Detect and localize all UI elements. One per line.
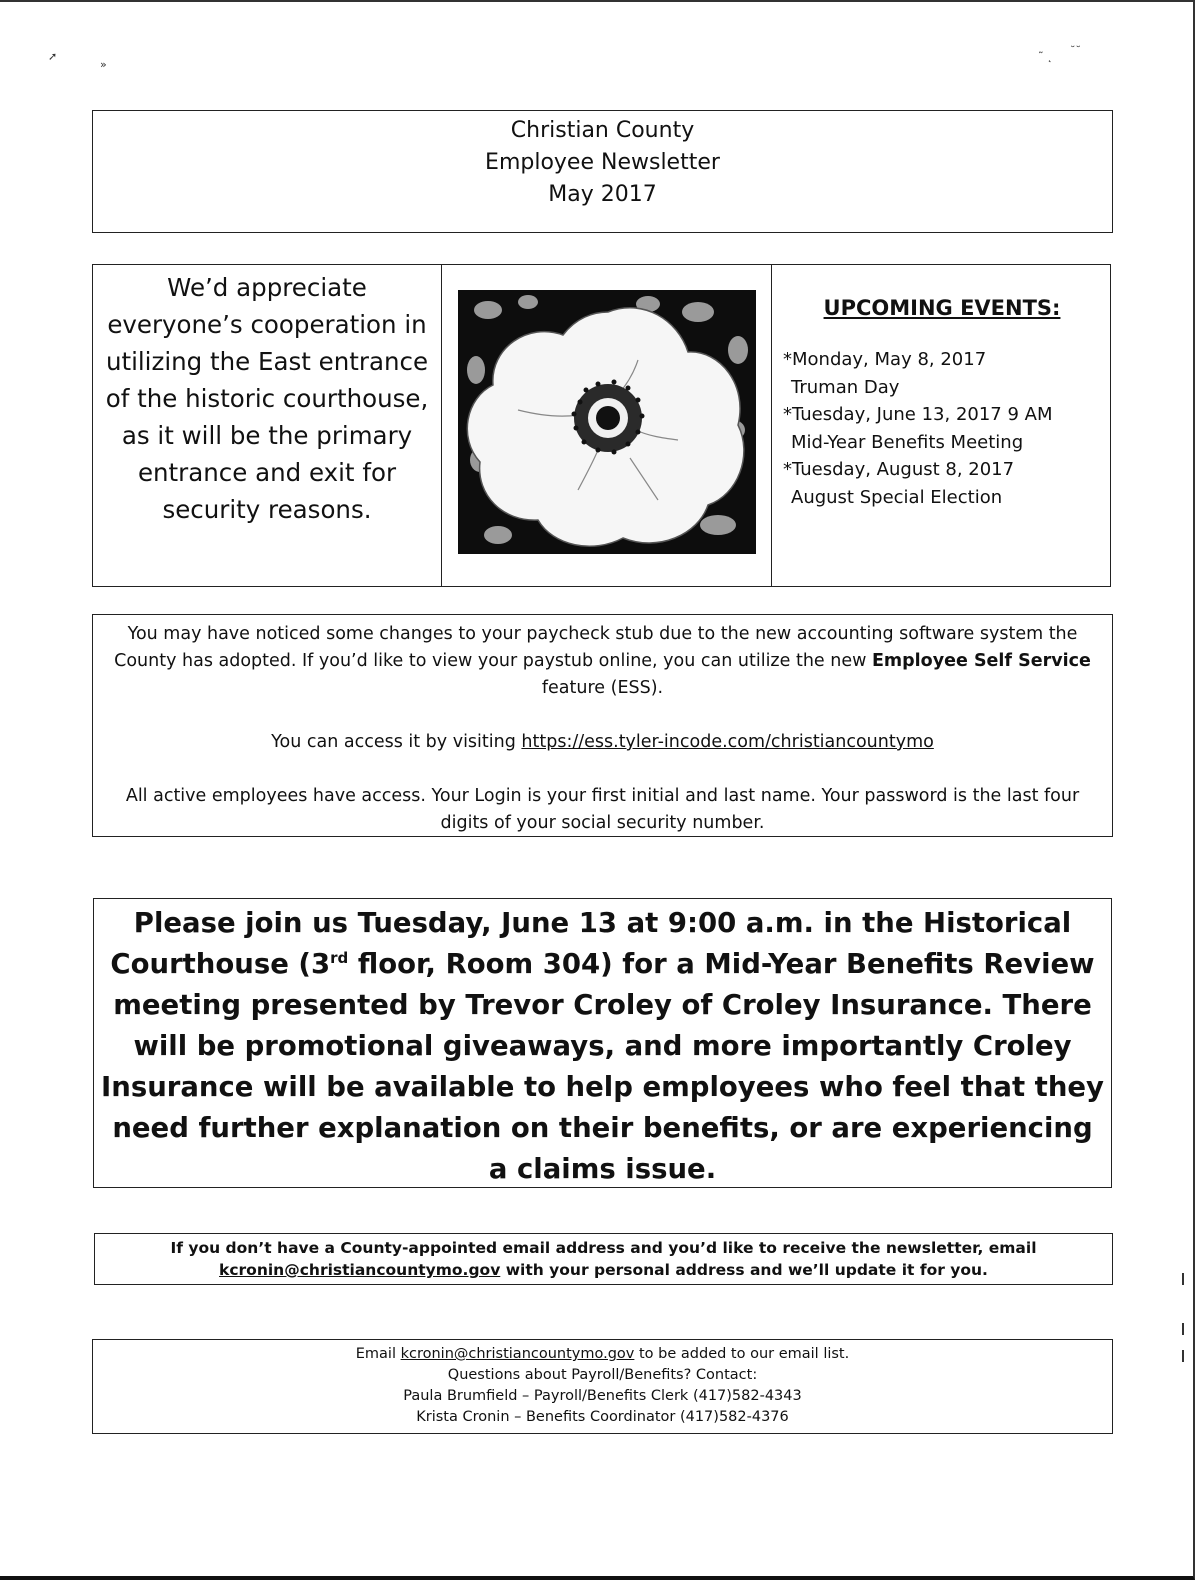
event-name: Mid-Year Benefits Meeting bbox=[791, 431, 1024, 453]
newsletter-header bbox=[92, 110, 1113, 233]
ess-link[interactable]: https://ess.tyler-incode.com/christiancountymo bbox=[521, 732, 934, 752]
ess-access-text: You can access it by visiting bbox=[271, 732, 522, 752]
email-note bbox=[94, 1233, 1113, 1285]
entrance-notice-text: We’d appreciate everyone’s cooperation in utilizing the East entrance of the historic courthouse, as it will be the primary entrance and exit for security reasons. bbox=[105, 273, 429, 524]
event-date: *Monday, May 8, 2017 bbox=[783, 349, 987, 370]
contact-benefits: Krista Cronin – Benefits Coordinator (417)582-4376 bbox=[416, 1409, 789, 1425]
ess-intro-end: feature (ESS). bbox=[541, 678, 664, 698]
event-date: *Tuesday, August 8, 2017 bbox=[783, 459, 1015, 480]
ess-access bbox=[103, 729, 1102, 756]
ess-login-info: All active employees have access. Your Login is your first initial and last name. Your password is the last four digits of your social security number. bbox=[125, 786, 1080, 833]
entrance-notice bbox=[93, 265, 442, 586]
event-date: *Tuesday, June 13, 2017 9 AM bbox=[783, 404, 1053, 425]
ess-intro-text: You may have noticed some changes to your paycheck stub due to the new accounting software system the County has adopted. If you’d like to view your paystub online, you can utilize the new bbox=[114, 624, 1078, 671]
scan-mark bbox=[1182, 1273, 1184, 1285]
events-list bbox=[772, 346, 1112, 511]
ess-info bbox=[92, 614, 1113, 837]
meeting-text-1: Please join us Tuesday, June 13 at 9:00 a.m. in the Historical Courthouse (3 bbox=[110, 907, 1072, 980]
flower-photo-cell bbox=[442, 265, 772, 586]
contacts-email-link[interactable]: kcronin@christiancountymo.gov bbox=[400, 1346, 635, 1362]
feature-row bbox=[92, 264, 1111, 587]
scan-speck: » bbox=[100, 58, 107, 71]
contacts-email-line bbox=[93, 1344, 1112, 1365]
scan-speck: ˜ ˛ bbox=[1038, 50, 1053, 63]
meeting-text bbox=[100, 903, 1105, 1190]
event-name: Truman Day bbox=[791, 376, 900, 398]
ess-feature-name: Employee Self Service bbox=[871, 651, 1091, 671]
contact-payroll: Paula Brumfield – Payroll/Benefits Clerk (417)582-4343 bbox=[403, 1388, 802, 1404]
header-title: Employee Newsletter bbox=[485, 150, 720, 175]
email-note-end: with your personal address and we’ll update it for you. bbox=[500, 1261, 988, 1279]
events-title: UPCOMING EVENTS: bbox=[823, 296, 1061, 320]
upcoming-events bbox=[772, 265, 1112, 586]
event-name: August Special Election bbox=[791, 486, 1003, 508]
email-note-line2 bbox=[95, 1259, 1112, 1281]
meeting-sup: rd bbox=[330, 948, 349, 967]
scan-mark bbox=[1182, 1323, 1184, 1335]
scan-speck: ˘˘ bbox=[1070, 44, 1081, 57]
contacts-email-prefix: Email bbox=[355, 1346, 401, 1362]
email-note-line1: If you don’t have a County-appointed email address and you’d like to receive the newsletter, email bbox=[170, 1239, 1037, 1257]
contacts bbox=[92, 1339, 1113, 1434]
email-link[interactable]: kcronin@christiancountymo.gov bbox=[219, 1261, 501, 1279]
meeting-text-2: floor, Room 304) for a Mid-Year Benefits Review meeting presented by Trevor Croley of Croley Insurance. There will be promotional giveaways, and more importantly Croley Insurance will be available to help employees who feel that they need further explanation on their benefits, or are experiencing a claims issue. bbox=[101, 948, 1104, 1185]
benefits-meeting bbox=[93, 898, 1112, 1188]
header-date: May 2017 bbox=[548, 182, 657, 207]
ess-intro bbox=[103, 621, 1102, 702]
contacts-questions: Questions about Payroll/Benefits? Contact: bbox=[447, 1367, 758, 1383]
scan-speck: ➚ bbox=[48, 50, 58, 63]
flower-image bbox=[458, 290, 756, 554]
header-county: Christian County bbox=[510, 118, 695, 143]
contacts-email-suffix: to be added to our email list. bbox=[634, 1346, 850, 1362]
scan-mark bbox=[1182, 1350, 1184, 1362]
